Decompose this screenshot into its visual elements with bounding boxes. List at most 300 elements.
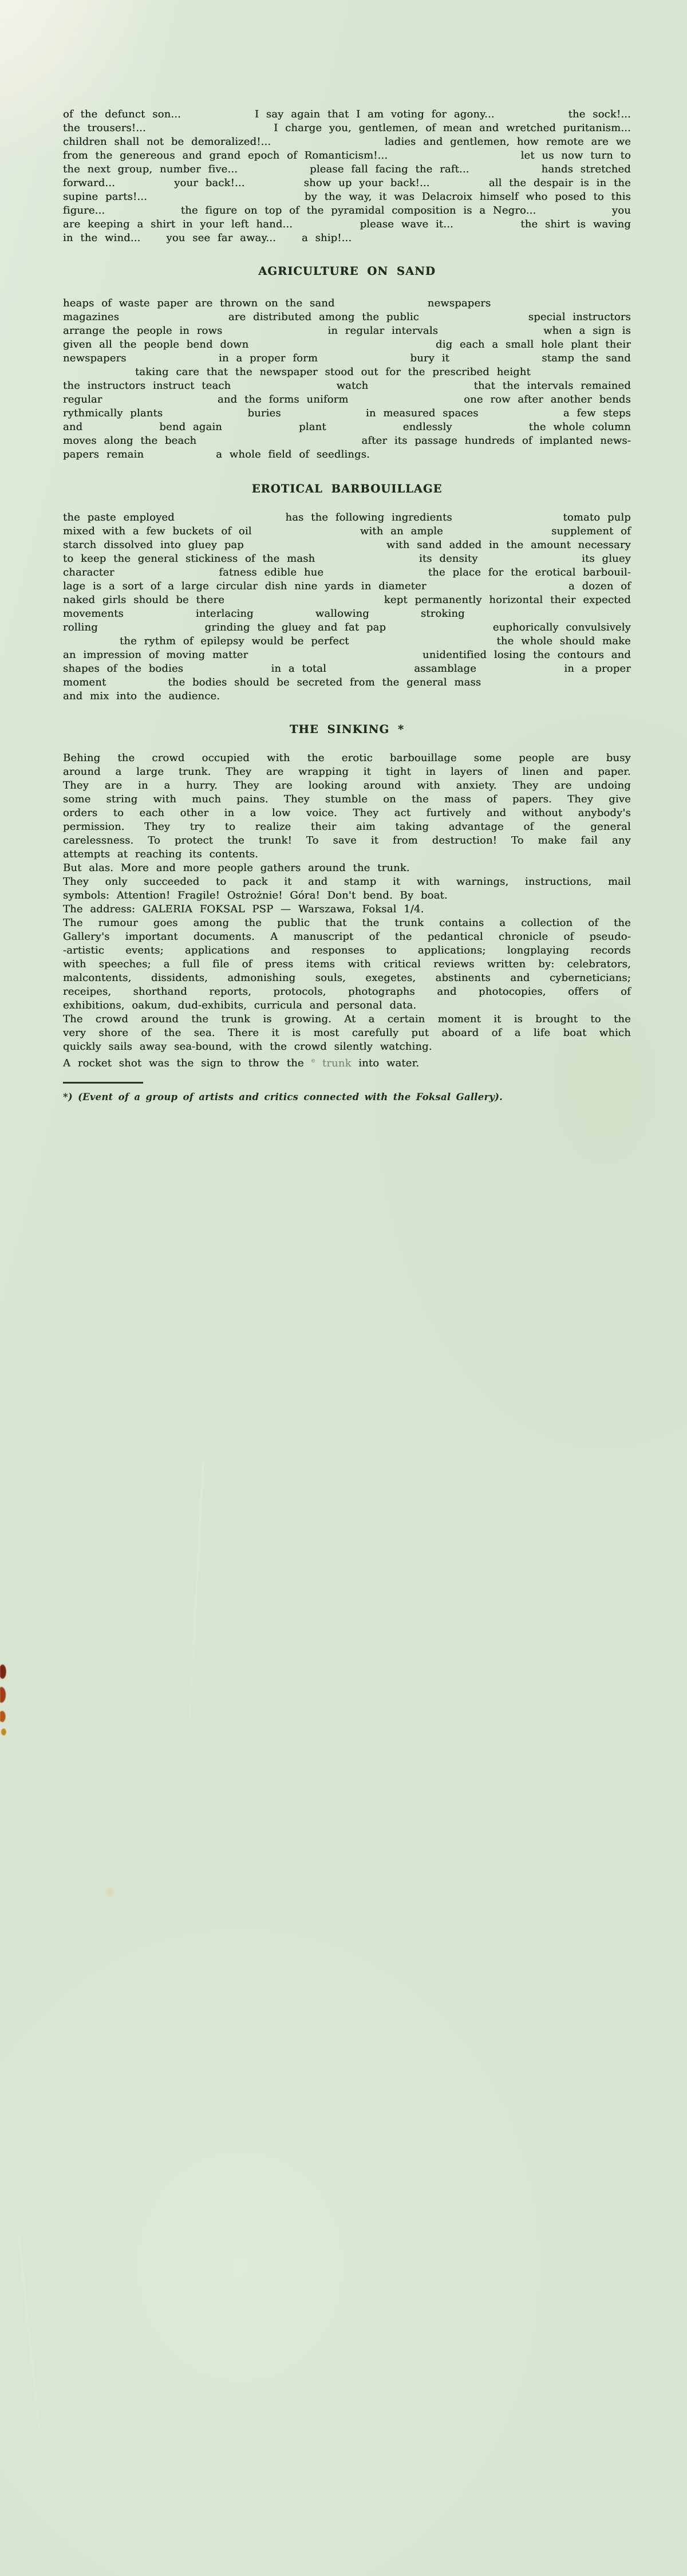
word: brought [535, 1013, 578, 1025]
text-segment: please wave it... [360, 218, 453, 230]
text-segment: starch dissolved into gluey pap [63, 539, 244, 551]
text-segment: in a total [271, 663, 326, 675]
text-segment: kept permanently horizontal their expected [384, 594, 631, 606]
text-segment: the next group, number five... [63, 163, 238, 175]
text-line [63, 511, 631, 525]
text-segment: moment [63, 676, 106, 688]
word: At [344, 1013, 356, 1025]
word: a [164, 779, 171, 791]
text-line [63, 793, 631, 806]
text-segment: its gluey [582, 553, 631, 565]
word: file [212, 958, 230, 970]
word: applications; [417, 944, 486, 956]
word: a [514, 1027, 521, 1039]
word: make [538, 834, 567, 846]
word: the [191, 1013, 209, 1025]
text-segment: newspapers [427, 297, 491, 309]
word: some [473, 752, 502, 764]
word: full [182, 958, 200, 970]
word: and [563, 766, 583, 778]
word: responses [311, 944, 365, 956]
word: is [514, 1013, 523, 1025]
text-segment: dig each a small hole plant their [436, 338, 631, 350]
word: barbouillage [389, 752, 457, 764]
word: documents. [193, 931, 255, 943]
word: of [369, 931, 380, 943]
word: souls, [315, 972, 346, 984]
word: it [363, 766, 372, 778]
word: pains. [236, 793, 269, 805]
word: a [368, 1013, 375, 1025]
word: They [63, 876, 89, 888]
text-segment: supine parts!... [63, 191, 148, 203]
word: orders [63, 807, 98, 819]
text-line: exhibitions, oakum, dud-exhibits, curricula and personal data. [63, 999, 417, 1011]
text-segment: that the intervals remained [473, 380, 631, 392]
word: succeeded [144, 876, 200, 888]
word: are [554, 779, 572, 791]
word: pack [242, 876, 268, 888]
word: boat [563, 1027, 587, 1039]
text-segment: you see far away... [166, 232, 276, 244]
paper-crease [175, 1461, 204, 1976]
word: are [571, 752, 589, 764]
text-segment: bury it [410, 352, 450, 364]
text-segment: and [63, 421, 83, 433]
text-line [63, 593, 631, 607]
word: is [292, 1027, 301, 1039]
text-segment: movements [63, 608, 124, 620]
text-segment: arrange the people in rows [63, 325, 223, 337]
word: are [266, 766, 284, 778]
section-heading-sinking: THE SINKING * [289, 723, 405, 736]
word: which [599, 1027, 631, 1039]
text-line: quickly sails away sea-bound, with the crowd silently watching. [63, 1041, 432, 1053]
text-segment: rolling [63, 621, 98, 633]
text-segment: the figure on top of the pyramidal composition is a Negro... [180, 204, 536, 216]
word: with [63, 958, 86, 970]
text-line [63, 218, 631, 231]
word: carelessness. [63, 834, 134, 846]
word: looking [308, 779, 348, 791]
text-segment: euphorically convulsively [492, 621, 631, 633]
text-line [63, 525, 631, 538]
text-segment: in measured spaces [365, 407, 479, 419]
word: crowd [95, 1013, 129, 1025]
word: advantage [448, 821, 504, 833]
word: other [180, 807, 209, 819]
word: To [306, 834, 319, 846]
word: a [499, 917, 506, 929]
word: the [164, 1027, 181, 1039]
word: events; [125, 944, 164, 956]
word: To [148, 834, 161, 846]
word: There [227, 1027, 259, 1039]
word: They [63, 779, 89, 791]
word: and [437, 986, 457, 998]
word: in [425, 766, 436, 778]
word: applications [185, 944, 250, 956]
word: anxiety. [456, 779, 497, 791]
text-segment: in regular intervals [327, 325, 439, 337]
word: longplaying [507, 944, 570, 956]
footnote: *) (Event of a group of artists and critics connected with the Foksal Gallery). [63, 1092, 503, 1102]
word: contains [439, 917, 484, 929]
text-line [63, 580, 631, 593]
word: and [486, 807, 507, 819]
text-line [63, 621, 631, 635]
word: the [362, 917, 380, 929]
word: fail [581, 834, 598, 846]
word: collection [521, 917, 573, 929]
section-body-erotical [63, 511, 631, 703]
word: and [308, 876, 328, 888]
word: the [307, 752, 325, 764]
section-body-agriculture [63, 297, 631, 462]
text-segment: fatness edible hue [219, 566, 324, 578]
word: mail [607, 876, 631, 888]
section-heading-agriculture: AGRICULTURE ON SAND [258, 265, 436, 278]
word: reports, [209, 986, 251, 998]
word: carefully [352, 1027, 399, 1039]
word: instructions, [524, 876, 592, 888]
word: to [590, 1013, 601, 1025]
word: with [348, 958, 371, 970]
footnote-rule [63, 1082, 143, 1084]
word: destruction! [432, 834, 498, 846]
text-segment: you [611, 204, 631, 216]
text-line [63, 407, 631, 420]
text-segment: after its passage hundreds of implanted news- [361, 435, 631, 447]
word: it [392, 876, 401, 888]
text-line [63, 985, 631, 999]
text-segment: has the following ingredients [285, 511, 452, 523]
word: linen [522, 766, 549, 778]
text-line [63, 135, 631, 149]
word: protocols, [273, 986, 326, 998]
text-segment: and the forms uniform [217, 393, 349, 405]
word: their [310, 821, 337, 833]
section-body-sinking [63, 751, 631, 1070]
word: try [189, 821, 206, 833]
text-line: But alas. More and more people gathers around the trunk. [63, 862, 410, 874]
word: the [227, 834, 244, 846]
word: celebrators, [567, 958, 631, 970]
word: it [271, 1027, 279, 1039]
word: occupied [202, 752, 250, 764]
word: photocopies, [479, 986, 546, 998]
text-line: symbols: Attention! Fragile! Ostrożnie! Góra! Don't bend. By boat. [63, 889, 448, 901]
word: press [264, 958, 294, 970]
text-segment: rythmically plants [63, 407, 163, 419]
text-line [63, 538, 631, 552]
word: any [611, 834, 631, 846]
word: trunk [394, 917, 424, 929]
word: act [394, 807, 411, 819]
text-segment: the instructors instruct teach [63, 380, 231, 392]
word: dissidents, [151, 972, 208, 984]
word: They [283, 793, 310, 805]
text-line [63, 875, 631, 889]
text-line [63, 163, 631, 176]
text-segment: hands stretched [541, 163, 631, 175]
word: chronicle [499, 931, 548, 943]
text-segment: given all the people bend down [63, 338, 249, 350]
text-line [63, 779, 631, 793]
text-segment: are keeping a shirt in your left hand... [63, 218, 293, 230]
word: give [609, 793, 631, 805]
text-segment: stamp the sand [542, 352, 631, 364]
word: of [487, 793, 497, 805]
text-segment: a few steps [563, 407, 631, 419]
word: reviews [433, 958, 475, 970]
word: Behing [63, 752, 101, 764]
word: of [523, 821, 534, 833]
word: moment [437, 1013, 481, 1025]
word: the [553, 821, 571, 833]
word: permission. [63, 821, 125, 833]
text-line [63, 297, 631, 310]
word: to [224, 821, 236, 833]
text-segment: endlessly [402, 421, 452, 433]
word: of [242, 958, 252, 970]
text-segment: watch [336, 380, 369, 392]
word: rumour [98, 917, 138, 929]
word: put [411, 1027, 429, 1039]
text-segment: the rythm of epilepsy would be perfect [120, 635, 349, 647]
text-segment: newspapers [63, 352, 127, 364]
text-segment: with sand added in the amount necessary [386, 539, 631, 551]
text-segment: unidentified losing the contours and [423, 649, 631, 661]
text-segment: the sock!... [568, 108, 631, 120]
word: are [104, 779, 123, 791]
text-segment: lage is a sort of a large circular dish nine yards in diameter [63, 580, 427, 592]
text-segment: its density [418, 553, 478, 565]
word: the [117, 752, 135, 764]
word: anybody's [578, 807, 631, 819]
text-line [63, 552, 631, 566]
text-segment: grinding the gluey and fat pap [204, 621, 386, 633]
word: a [163, 958, 170, 970]
text-segment: of the defunct son... [63, 108, 181, 120]
text-line [63, 662, 631, 676]
word: taking [395, 821, 429, 833]
text-segment: taking care that the newspaper stood out for the prescribed height [135, 366, 531, 378]
word: shorthand [133, 986, 187, 998]
word: to [113, 807, 124, 819]
word: furtively [426, 807, 471, 819]
word: the [244, 917, 262, 929]
text-line [63, 648, 631, 662]
word: protect [174, 834, 214, 846]
word: the [394, 931, 412, 943]
word: They [144, 821, 171, 833]
text-segment: shapes of the bodies [63, 663, 184, 675]
word: of [491, 1027, 502, 1039]
word: realize [255, 821, 291, 833]
word: crowd [152, 752, 185, 764]
text-segment: a ship!... [302, 232, 352, 244]
text-segment: please fall facing the raft... [310, 163, 469, 175]
text-segment: all the despair is in the [488, 177, 631, 189]
word: certain [387, 1013, 425, 1025]
rust-stain [0, 1661, 9, 1738]
word: erotic [341, 752, 373, 764]
word: some [63, 793, 91, 805]
word: are [275, 779, 293, 791]
text-segment: bend again [159, 421, 223, 433]
word: Gallery's [63, 931, 110, 943]
text-segment: papers remain [63, 448, 144, 460]
word: mass [444, 793, 471, 805]
text-segment: from the genereous and grand epoch of Romanticism!... [63, 149, 388, 162]
word: wrapping [298, 766, 349, 778]
text-line [63, 806, 631, 820]
text-segment: plant [299, 421, 326, 433]
text-segment: and mix into the audience. [63, 690, 220, 702]
word: exegetes, [365, 972, 416, 984]
word: trunk [221, 1013, 251, 1025]
word: goes [153, 917, 178, 929]
text-line [63, 149, 631, 163]
text-line [63, 834, 631, 848]
word: tight [385, 766, 411, 778]
word: They [512, 779, 539, 791]
word: paper. [598, 766, 631, 778]
text-segment: let us now turn to [520, 149, 631, 162]
text-line [63, 420, 631, 434]
word: aim [356, 821, 376, 833]
text-segment: one row after another bends [464, 393, 631, 405]
text-segment: into water. [358, 1057, 420, 1069]
word: written [487, 958, 526, 970]
text-line [63, 820, 631, 834]
text-line [63, 365, 631, 379]
word: warnings, [456, 876, 509, 888]
text-segment: heaps of waste paper are thrown on the sand [63, 297, 335, 309]
text-line [63, 190, 631, 204]
text-segment: to keep the general stickiness of the mash [63, 553, 315, 565]
word: of [563, 931, 574, 943]
text-segment: assamblage [414, 663, 477, 675]
word: it [284, 876, 292, 888]
text-segment: children shall not be demoralized!... [63, 136, 271, 148]
text-segment: a whole field of seedlings. [216, 448, 370, 460]
word: is [263, 1013, 272, 1025]
section-heading-erotical: EROTICAL BARBOUILLAGE [251, 482, 443, 495]
word: around [63, 766, 101, 778]
word: of [588, 917, 599, 929]
word: low [271, 807, 291, 819]
word: They [233, 779, 259, 791]
text-line [63, 930, 631, 944]
text-line [63, 944, 631, 958]
word: only [105, 876, 128, 888]
word: items [306, 958, 335, 970]
text-line [63, 393, 631, 407]
word: and [270, 944, 291, 956]
paper-crease [18, 2234, 54, 2553]
text-segment: in a proper form [219, 352, 318, 364]
text-line [63, 690, 631, 703]
text-line [63, 1026, 631, 1040]
word: important [125, 931, 178, 943]
word: on [383, 793, 396, 805]
word: string [106, 793, 138, 805]
word: speeches; [98, 958, 151, 970]
word: The [63, 1013, 83, 1025]
word: A [270, 931, 278, 943]
text-line: The address: GALERIA FOKSAL PSP — Warszawa, Foksal 1/4. [63, 903, 424, 915]
text-line [63, 607, 631, 621]
word: in [138, 779, 148, 791]
text-segment: the trousers!... [63, 122, 146, 134]
word: it [370, 834, 379, 846]
text-line [63, 324, 631, 338]
word: papers. [512, 793, 552, 805]
word: The [63, 917, 83, 929]
text-segment: A rocket shot was the sign to throw the [63, 1057, 311, 1069]
text-line [63, 765, 631, 779]
word: voice. [306, 807, 337, 819]
word: public [277, 917, 310, 929]
word: layers [451, 766, 483, 778]
word: shore [98, 1027, 129, 1039]
word: general [590, 821, 631, 833]
word: To [511, 834, 524, 846]
text-segment: by the way, it was Delacroix himself who posed to this [304, 191, 631, 203]
paper-spot [102, 1886, 118, 1900]
text-segment: stroking [420, 608, 465, 620]
text-segment: I say again that I am voting for agony... [254, 108, 495, 120]
text-segment: an impression of moving matter [63, 649, 248, 661]
word: save [333, 834, 357, 846]
text-segment: I charge you, gentlemen, of mean and wretched puritanism... [274, 122, 631, 134]
text-segment: a dozen of [568, 580, 631, 592]
word: stamp [344, 876, 377, 888]
text-block [63, 0, 631, 1104]
text-segment: the place for the erotical barbouil- [428, 566, 631, 578]
word: around [141, 1013, 179, 1025]
text-line [63, 379, 631, 393]
word: a [250, 807, 256, 819]
word: They [567, 793, 594, 805]
text-segment: your back!... [174, 177, 245, 189]
word: with [416, 876, 440, 888]
word: admonishing [227, 972, 296, 984]
word: critical [383, 958, 421, 970]
text-segment: character [63, 566, 114, 578]
text-segment: wallowing [315, 608, 369, 620]
word: to [215, 876, 227, 888]
word: of [621, 986, 631, 998]
word: from [393, 834, 418, 846]
word: and [510, 972, 530, 984]
word: people [519, 752, 555, 764]
text-segment: moves along the beach [63, 435, 197, 447]
text-line [63, 338, 631, 352]
text-segment: the whole should make [496, 635, 631, 647]
word: life [533, 1027, 551, 1039]
word: offers [568, 986, 599, 998]
text-segment: tomato pulp [563, 511, 631, 523]
text-line: attempts at reaching its contents. [63, 848, 259, 860]
word: with [153, 793, 177, 805]
text-line [63, 121, 631, 135]
text-line [63, 434, 631, 448]
text-segment: forward... [63, 177, 116, 189]
text-segment: mixed with a few buckets of oil [63, 525, 252, 537]
